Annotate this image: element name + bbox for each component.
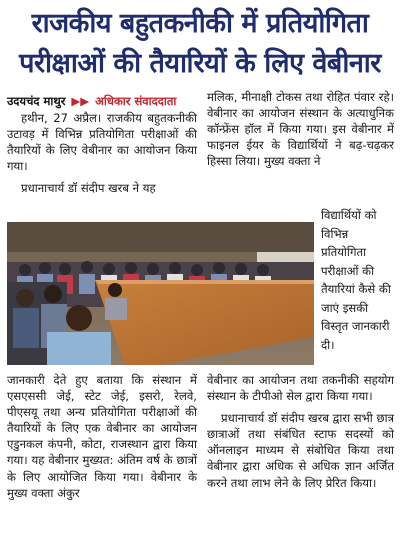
column-c [7,372,197,501]
column-d-paragraph-2: प्रधानाचार्य डॉ संदीप खरब द्वारा सभी छात्र छात्राओं तथा संबंधित स्टाफ सदस्यों को ऑनलाइन माध्यम से संबोधित किया तथा वेबीनार द्वारा अधिक से अधिक ज्ञान अर्जित करने तथा लाभ लेने के लिए प्रेरित किया। [207,411,394,490]
column-d-paragraph-1: वेबीनार का आयोजन तथा तकनीकी सहयोग संस्थान के टीपीओ सेल द्वारा किया गया। [207,373,394,404]
byline-author: उदयचंद माथुर [7,94,66,108]
column-d [207,372,394,491]
column-a [7,110,197,196]
column-a-paragraph-2: प्रधानाचार्य डॉ संदीप खरब ने यह [21,181,156,196]
news-photo-image [7,222,314,365]
column-b-wraparound-text: विद्यार्थियों को विभिन्न प्रतियोगिता परीक्षाओं की तैयारियां कैसे की जाएं इसकी विस्तृत जानकारी दी। [321,208,391,352]
headline-line-2: परीक्षाओं की तैयारियों के लिए वेबीनार [19,48,381,79]
column-b [207,89,394,169]
byline-arrows-icon: ▶▶ [71,94,90,108]
column-b-paragraph-1: मलिक, मीनाक्षी टोकस तथा रोहित पंवार रहे। वेबीनार का आयोजन संस्थान के अत्याधुनिक कॉन्फ्रेंस हॉल में किया गया। इस वेबीनार में फाइनल ईयर के विद्यार्थियों ने बढ़-चढ़कर हिस्सा लिया। मुख्य वक्ता ने [207,90,394,169]
byline [7,94,176,108]
news-photo [7,222,314,365]
column-b-wraparound [321,206,395,354]
byline-desk: अधिकार संवाददाता [95,94,177,108]
column-c-paragraph-1: जानकारी देते हुए बताया कि संस्थान में एसएससी जेई, स्टेट जेई, इसरो, रेलवे, पीएसयू तथा अन्य प्रतियोगिता परीक्षाओं की तैयारियों के लिए एक वेबीनार का आयोजन एडुनकल कंपनी, कोटा, राजस्थान द्वारा किया गया। यह वेबीनार मुख्यत: अंतिम वर्ष के छात्रों के लिए आयोजित किया गया। वेबीनार के मुख्य वक्ता अंकुर [7,373,197,500]
headline-line-1: राजकीय बहुतकनीकी में प्रतियोगिता [31,8,369,39]
headline [0,0,400,92]
column-a-paragraph-1: हथीन, 27 अप्रैल। राजकीय बहुतकनीकी उटावड़ में विभिन्न प्रतियोगिता परीक्षाओं की तैयारियों के लिए वेबीनार का आयोजन किया गया। [7,111,197,174]
